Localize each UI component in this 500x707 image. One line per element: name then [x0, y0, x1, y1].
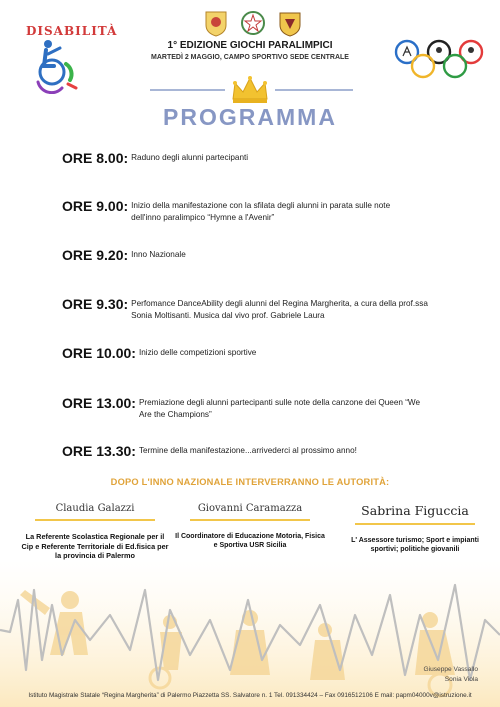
palermo-emblem-icon	[277, 9, 303, 37]
schedule-time: ORE 13.30:	[62, 443, 136, 459]
authority-name: Giovanni Caramazza	[197, 503, 303, 514]
divider-right	[275, 89, 353, 91]
schedule-time: ORE 9.30:	[62, 296, 129, 312]
schedule-desc: Inno Nazionale	[131, 250, 186, 259]
schedule-desc: Raduno degli alunni partecipanti	[131, 153, 249, 162]
name-underline	[190, 519, 310, 521]
schedule-item	[62, 345, 462, 361]
authority-role: L' Assessore turismo; Sport e impianti sportivi; politiche giovanili	[351, 537, 479, 553]
institutional-emblems	[203, 8, 303, 38]
event-subtitle: MARTEDÌ 2 MAGGIO, CAMPO SPORTIVO SEDE CENTRALE	[151, 54, 349, 61]
sicily-region-emblem-icon	[203, 9, 229, 37]
divider-left	[150, 89, 225, 91]
schedule-time: ORE 9.20:	[62, 247, 129, 263]
crown-icon	[229, 75, 271, 105]
italian-republic-emblem-icon	[240, 9, 266, 37]
signers-block	[380, 665, 478, 685]
schedule-time: ORE 9.00:	[62, 198, 129, 214]
footer-address: Istituto Magistrale Statale “Regina Margherita” di Palermo Piazzetta SS. Salvatore n. 1 Tel. 091334424 – Fax 0916512106 E mail: papm04000v@istruzione.it	[28, 692, 472, 699]
authority-name: Claudia Galazzi	[55, 503, 135, 514]
schedule-time: ORE 8.00:	[62, 150, 129, 166]
schedule-desc: Termine della manifestazione...arrivederci al prossimo anno!	[138, 446, 357, 455]
authorities-heading: DOPO L'INNO NAZIONALE INTERVERRANNO LE AUTORITÀ:	[110, 477, 390, 487]
schedule-desc: Inizio della manifestazione con la sfilata degli alunni in parata sulle note dell'inno paralimpico “Hymne a l'Avenir”	[131, 201, 391, 222]
authority-card	[20, 503, 170, 561]
signer-name: Giuseppe Vassallo	[423, 666, 478, 673]
authority-role: La Referente Scolastica Regionale per il Cip e Referente Territoriale di Ed.fisica per la provincia di Palermo	[21, 532, 169, 560]
name-underline	[35, 519, 155, 521]
edition-title: 1° EDIZIONE GIOCHI PARALIMPICI	[167, 40, 333, 51]
signer-name: Sonia Viola	[444, 676, 478, 683]
name-underline	[355, 523, 475, 525]
schedule-item	[62, 198, 462, 224]
authority-card	[340, 503, 490, 554]
schedule-desc: Inizio delle competizioni sportive	[138, 348, 257, 357]
schedule-desc: Perfomance DanceAbility degli alunni del Regina Margherita, a cura della prof.ssa Sonia Moltisanti. Musica dal vivo prof. Gabriele Laura	[131, 299, 428, 320]
schedule-item	[62, 296, 462, 322]
schedule-item	[62, 150, 462, 166]
authority-name: Sabrina Figuccia	[361, 503, 469, 518]
schedule-item	[62, 395, 462, 421]
schedule-desc: Premiazione degli alunni partecipanti sulle note della canzone dei Queen “We Are the Champions”	[138, 398, 421, 419]
schedule-item	[62, 443, 462, 459]
schedule-time: ORE 10.00:	[62, 345, 136, 361]
page-title: PROGRAMMA	[163, 104, 337, 130]
authority-role: Il Coordinatore di Educazione Motoria, Fisica e Sportiva USR Sicilia	[175, 533, 325, 549]
logo-text: DISABILITÀ	[26, 24, 118, 38]
authority-card	[175, 503, 325, 550]
schedule-time: ORE 13.00:	[62, 395, 136, 411]
schedule-item	[62, 247, 462, 263]
